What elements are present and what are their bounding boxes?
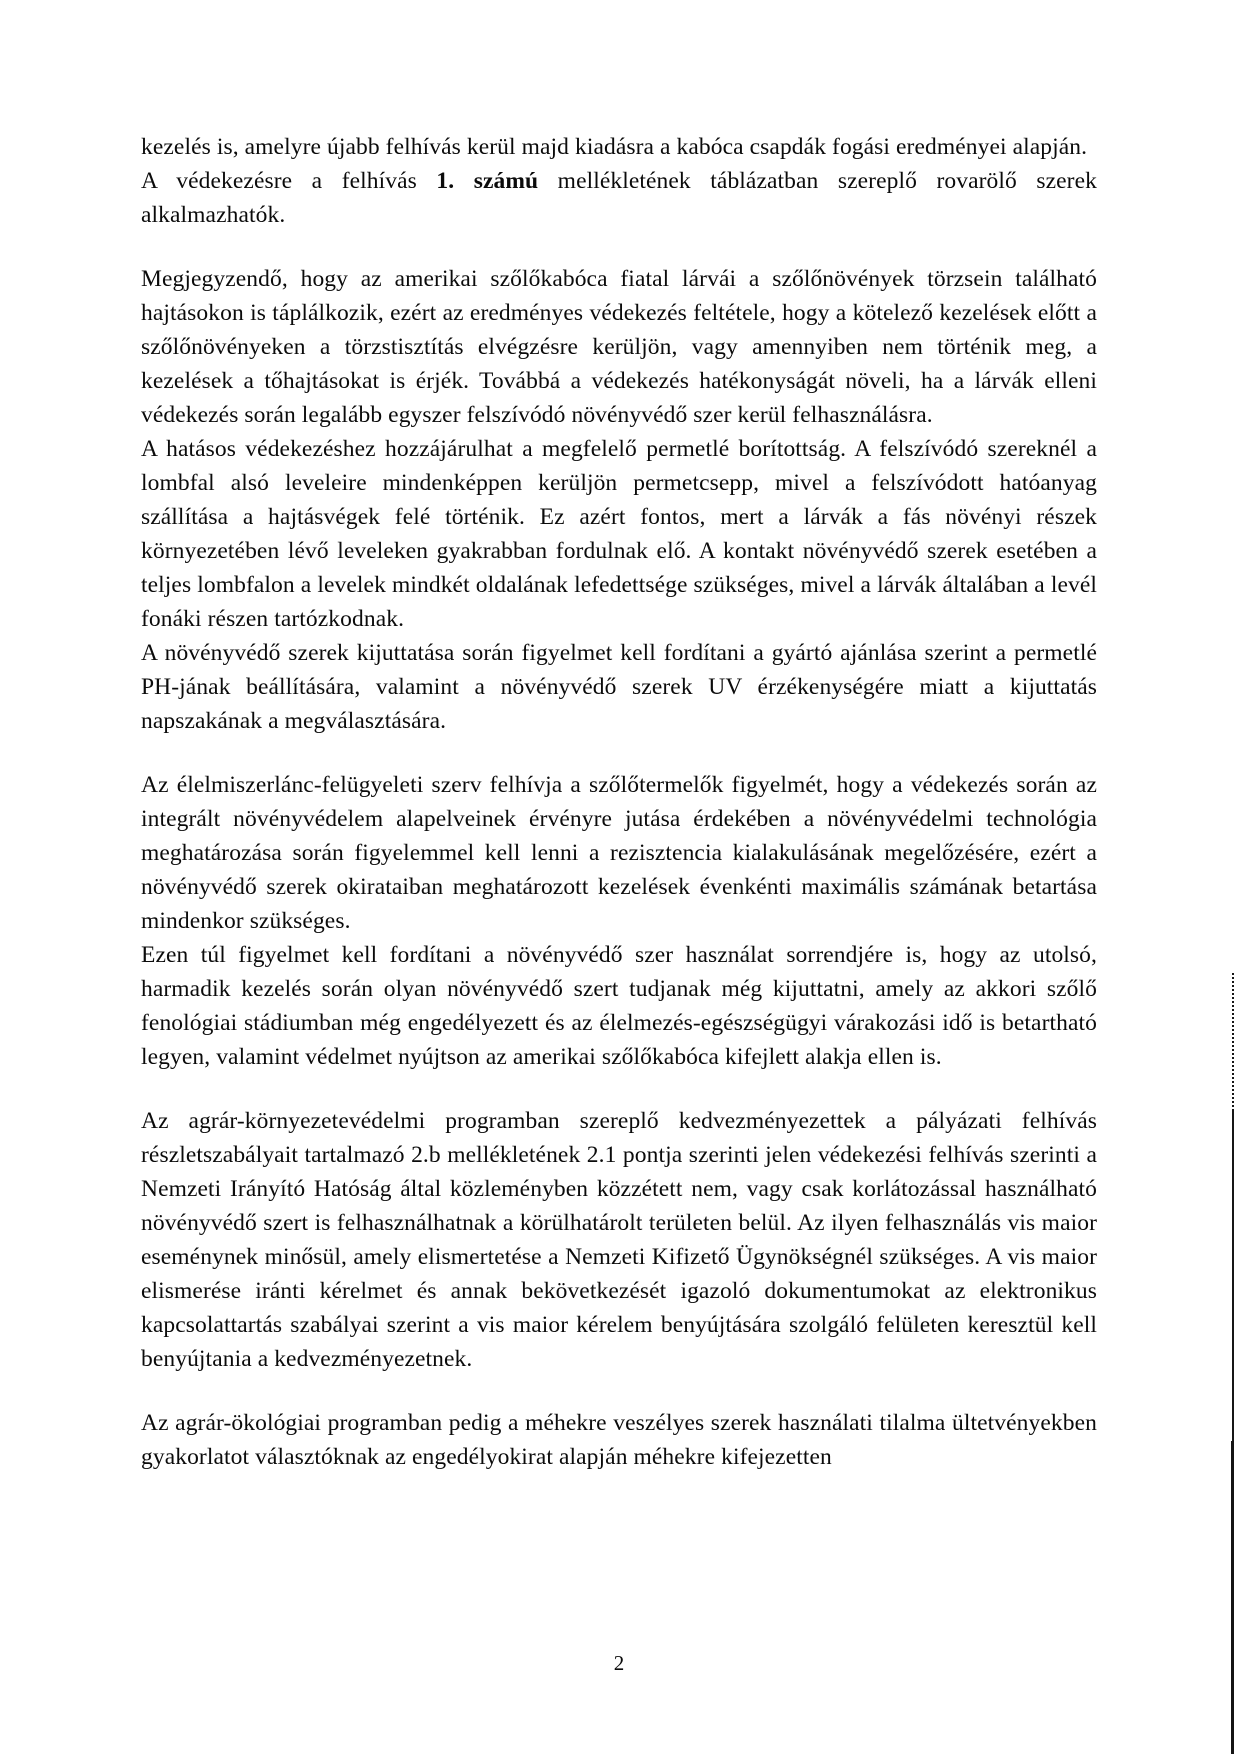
scan-artifact-solid-line bbox=[1232, 1111, 1234, 1441]
paragraph-spray-coverage: A hatásos védekezéshez hozzájárulhat a megfelelő permetlé borítottság. A felszívódó szereknél a lombfal alsó leveleire mindenképpen kerüljön permetcsepp, mivel a felszívódott hatóanyag szállítása a hajtásvégek felé történik. Ez azért fontos, mert a lárvák a fás növényi részek környezetében lévő leveleken gyakrabban fordulnak elő. A kontakt növényvédő szerek esetében a teljes lombfalon a levelek mindkét oldalának lefedettsége szükséges, mivel a lárvák általában a levél fonáki részen tartózkodnak. bbox=[141, 436, 1097, 632]
paragraph-agri-environment-program: Az agrár-környezetevédelmi programban szereplő kedvezményezettek a pályázati felhívás részletszabályait tartalmazó 2.b mellékletének 2.1 pontja szerinti jelen védekezési felhívás szerinti a Nemzeti Irányító Hatóság által közleményben közzétett nem, vagy csak korlátozással használható növényvédő szert is felhasználhatnak a körülhatárolt területen belül. Az ilyen felhasználás vis maior eseménynek minősül, amely elismertetése a Nemzeti Kifizető Ügynökségnél szükséges. A vis maior elismerése iránti kérelmet és annak bekövetkezését igazoló dokumentumokat az elektronikus kapcsolattartás szabályai szerint a vis maior kérelem benyújtására szolgáló felületen keresztül kell benyújtania a kedvezményezetnek. bbox=[141, 1108, 1097, 1372]
scan-artifact-thick-line bbox=[1231, 1441, 1234, 1754]
annex-number-bold: 1. számú bbox=[436, 168, 539, 194]
document-body bbox=[141, 130, 1097, 1474]
paragraph-agri-ecology-program: Az agrár-ökológiai programban pedig a méhekre veszélyes szerek használati tilalma ültetvényekben gyakorlatot választóknak az engedélyokirat alapján méhekre kifejezetten bbox=[141, 1410, 1097, 1470]
paragraph-annex-reference bbox=[141, 164, 1097, 232]
paragraph-authority-warning: Az élelmiszerlánc-felügyeleti szerv felhívja a szőlőtermelők figyelmét, hogy a védekezés során az integrált növényvédelem alapelveinek érvényre jutása érdekében a növényvédelmi technológia meghatározása során figyelemmel kell lenni a rezisztencia kialakulásának megelőzésére, ezért a növényvédő szerek okirataiban meghatározott kezelések évenkénti maximális számának betartása mindenkor szükséges. bbox=[141, 772, 1097, 934]
paragraph-larvae-note: Megjegyzendő, hogy az amerikai szőlőkabóca fiatal lárvái a szőlőnövények törzsein található hajtásokon is táplálkozik, ezért az eredményes védekezés feltétele, hogy a kötelező kezelések előtt a szőlőnövényeken a törzstisztítás elvégzésre kerüljön, vagy amennyiben nem történik meg, a kezelések a tőhajtásokat is érjék. Továbbá a védekezés hatékonyságát növeli, ha a lárvák elleni védekezés során legalább egyszer felszívódó növényvédő szer kerül felhasználásra. bbox=[141, 266, 1097, 428]
paragraph-continuation: kezelés is, amelyre újabb felhívás kerül majd kiadásra a kabóca csapdák fogási eredményei alapján. bbox=[141, 134, 1088, 160]
page-number: 2 bbox=[613, 1651, 625, 1675]
scan-artifact-dotted-line bbox=[1232, 973, 1234, 1111]
paragraph-application-advice: A növényvédő szerek kijuttatása során figyelmet kell fordítani a gyártó ajánlása szerint a permetlé PH-jának beállítására, valamint a növényvédő szerek UV érzékenységére miatt a kijuttatás napszakának a megválasztására. bbox=[141, 640, 1097, 734]
paragraph-treatment-order: Ezen túl figyelmet kell fordítani a növényvédő szer használat sorrendjére is, hogy az utolsó, harmadik kezelés során olyan növényvédő szert tudjanak még kijuttatni, amely az akkori szőlő fenológiai stádiumban még engedélyezett és az élelmezés-egészségügyi várakozási idő is betartható legyen, valamint védelmet nyújtson az amerikai szőlőkabóca kifejlett alakja ellen is. bbox=[141, 942, 1097, 1070]
paragraph-annex-pre: A védekezésre a felhívás bbox=[141, 168, 437, 194]
paragraph-annex-post: mellékletének táblázatban szereplő rovarölő szerek alkalmazhatók. bbox=[141, 168, 1097, 228]
